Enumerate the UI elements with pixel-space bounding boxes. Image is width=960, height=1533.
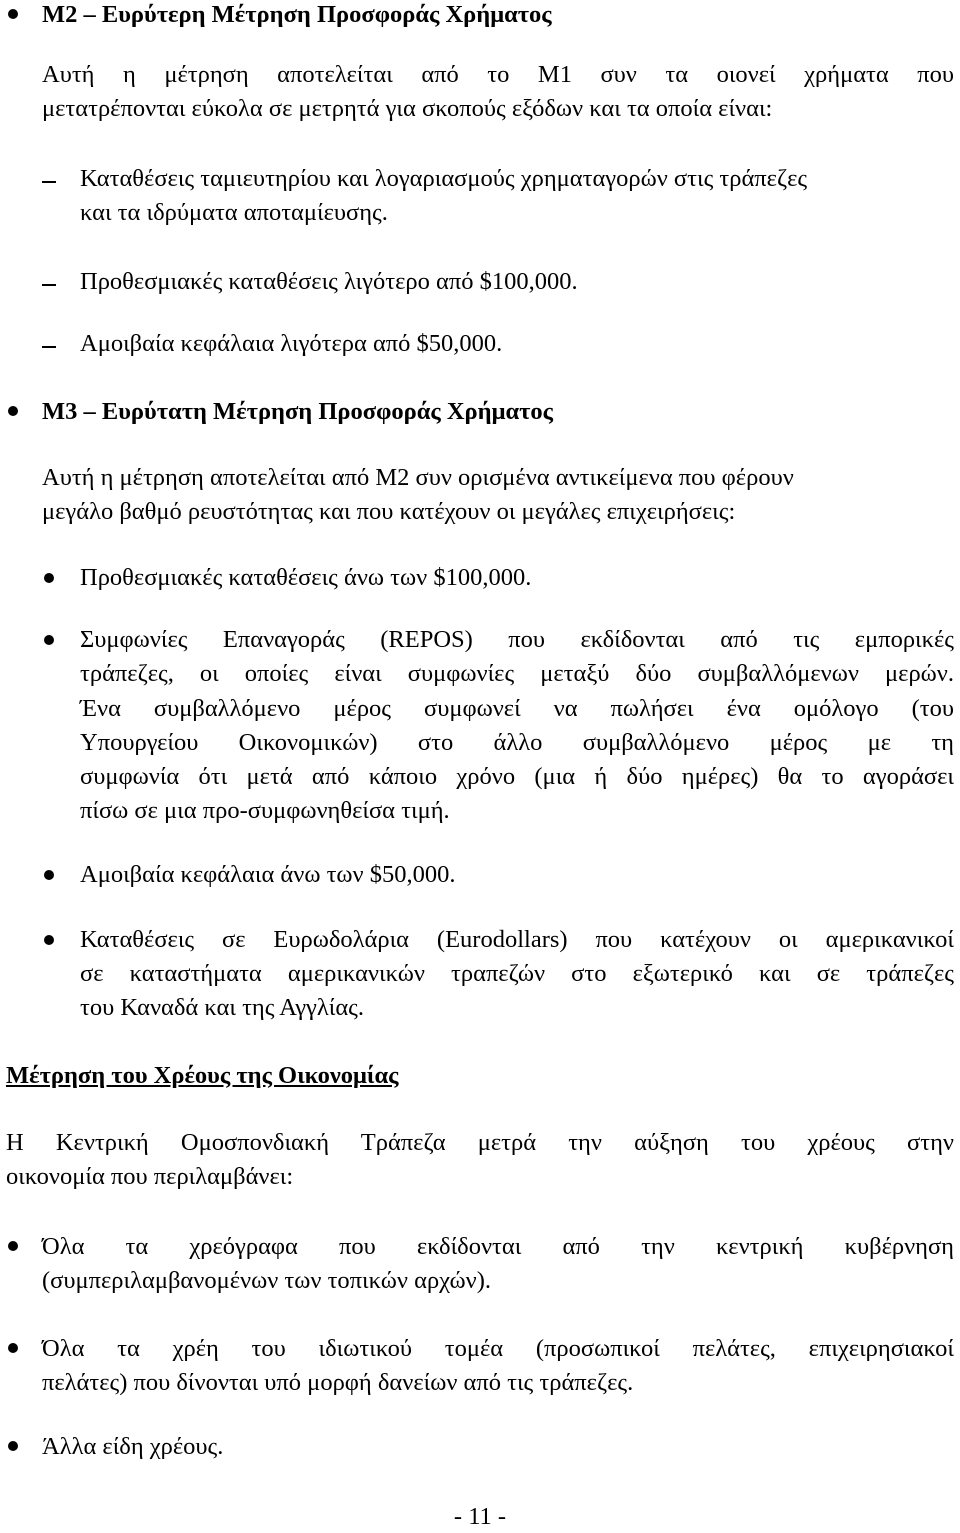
debt-item-line: (συμπεριλαμβανομένων των τοπικών αρχών). bbox=[42, 1267, 491, 1294]
m2-item-line: και τα ιδρύματα αποταμίευσης. bbox=[80, 199, 388, 226]
dash-icon bbox=[42, 284, 56, 286]
m2-item-line: Αμοιβαία κεφάλαια λιγότερα από $50,000. bbox=[80, 330, 503, 357]
page-number: - 11 - bbox=[453, 1503, 507, 1530]
m3-item-line: Καταθέσεις σε Ευρωδολάρια (Eurodollars) που κατέχουν οι αμερικανικοί bbox=[80, 926, 954, 953]
debt-intro-line: οικονομία που περιλαμβάνει: bbox=[6, 1163, 294, 1190]
m2-heading: M2 – Ευρύτερη Μέτρηση Προσφοράς Χρήματος bbox=[42, 1, 552, 28]
m3-item-line: Αμοιβαία κεφάλαια άνω των $50,000. bbox=[80, 861, 456, 888]
m3-item-line: σε καταστήματα αμερικανικών τραπεζών στο εξωτερικό και σε τράπεζες bbox=[80, 960, 954, 987]
bullet-icon bbox=[8, 1241, 18, 1251]
m2-intro-line: Αυτή η μέτρηση αποτελείται από το Μ1 συν τα οιονεί χρήματα που bbox=[42, 61, 954, 88]
bullet-icon bbox=[44, 635, 54, 645]
bullet-icon bbox=[8, 9, 18, 19]
debt-item-line: Όλα τα χρέη του ιδιωτικού τομέα (προσωπικοί πελάτες, επιχειρησιακοί bbox=[42, 1335, 954, 1362]
debt-item-line: Άλλα είδη χρέους. bbox=[42, 1433, 224, 1460]
debt-item-line: πελάτες) που δίνονται υπό μορφή δανείων από τις τράπεζες. bbox=[42, 1369, 634, 1396]
bullet-icon bbox=[44, 870, 54, 880]
m3-heading: M3 – Ευρύτατη Μέτρηση Προσφοράς Χρήματος bbox=[42, 398, 554, 425]
m3-item-line: συμφωνία ότι μετά από κάποιο χρόνο (μια ή δύο ημέρες) θα το αγοράσει bbox=[80, 763, 954, 790]
debt-item-line: Όλα τα χρεόγραφα που εκδίδονται από την κεντρική κυβέρνηση bbox=[42, 1233, 954, 1260]
dash-icon bbox=[42, 181, 56, 183]
m3-item-line: Προθεσμιακές καταθέσεις άνω των $100,000. bbox=[80, 564, 532, 591]
m3-intro-line: Αυτή η μέτρηση αποτελείται από Μ2 συν ορισμένα αντικείμενα που φέρουν bbox=[42, 464, 794, 491]
bullet-icon bbox=[8, 406, 18, 416]
m3-item-line: πίσω σε μια προ-συμφωνηθείσα τιμή. bbox=[80, 797, 450, 824]
bullet-icon bbox=[44, 573, 54, 583]
bullet-icon bbox=[8, 1343, 18, 1353]
m2-intro-line: μετατρέπονται εύκολα σε μετρητά για σκοπούς εξόδων και τα οποία είναι: bbox=[42, 95, 773, 122]
m2-item-line: Προθεσμιακές καταθέσεις λιγότερο από $100,000. bbox=[80, 268, 578, 295]
m3-item-line: του Καναδά και της Αγγλίας. bbox=[80, 994, 364, 1021]
bullet-icon bbox=[44, 935, 54, 945]
m3-item-line: Ένα συμβαλλόμενο μέρος συμφωνεί να πωλήσει ένα ομόλογο (του bbox=[80, 695, 954, 722]
debt-intro-line: Η Κεντρική Ομοσπονδιακή Τράπεζα μετρά την αύξηση του χρέους στην bbox=[6, 1129, 954, 1156]
m3-item-line: Υπουργείου Οικονομικών) στο άλλο συμβαλλόμενο μέρος με τη bbox=[80, 729, 954, 756]
bullet-icon bbox=[8, 1441, 18, 1451]
m2-item-line: Καταθέσεις ταμιευτηρίου και λογαριασμούς χρηματαγορών στις τράπεζες bbox=[80, 165, 808, 192]
m3-intro-line: μεγάλο βαθμό ρευστότητας και που κατέχουν οι μεγάλες επιχειρήσεις: bbox=[42, 498, 736, 525]
m3-item-line: τράπεζες, οι οποίες είναι συμφωνίες μεταξύ δύο συμβαλλόμενων μερών. bbox=[80, 660, 954, 687]
debt-heading: Μέτρηση του Χρέους της Οικονομίας bbox=[6, 1062, 399, 1089]
dash-icon bbox=[42, 346, 56, 348]
m3-item-line: Συμφωνίες Επαναγοράς (REPOS) που εκδίδονται από τις εμπορικές bbox=[80, 626, 954, 653]
